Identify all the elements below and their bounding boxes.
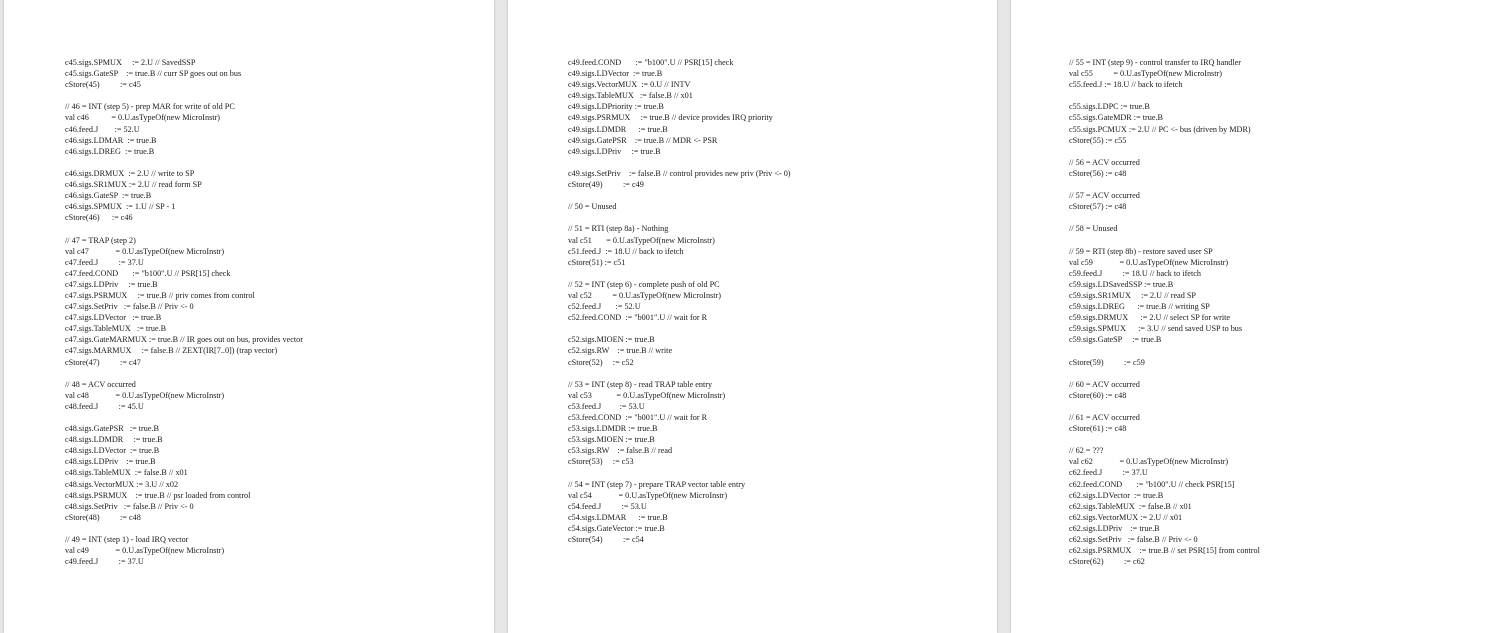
blank-line xyxy=(1069,212,1260,223)
code-line: c55.sigs.PCMUX := 2.U // PC <- bus (driven by MDR) xyxy=(1069,124,1251,134)
code-line: cStore(47) := c47 xyxy=(65,357,141,367)
blank-line xyxy=(1069,368,1260,379)
code-line: c49.sigs.LDPriority := true.B xyxy=(568,102,664,112)
code-line: c62.sigs.PSRMUX := true.B // set PSR[15] from control xyxy=(1069,546,1260,556)
blank-line xyxy=(568,212,791,223)
code-line: c47.feed.COND := "b100".U // PSR[15] check xyxy=(65,268,231,278)
code-line: c48.sigs.VectorMUX := 3.U // x02 xyxy=(65,479,179,489)
code-line: cStore(45) := c45 xyxy=(65,80,141,90)
code-line: cStore(61) := c48 xyxy=(1069,424,1127,434)
code-line: c49.sigs.LDMDR := true.B xyxy=(568,124,668,134)
code-line: val c49 = 0.U.asTypeOf(new MicroInstr) xyxy=(65,546,225,556)
page-text xyxy=(65,57,303,567)
code-line: c55.feed.J := 18.U // back to ifetch xyxy=(1069,80,1183,90)
code-line: // 48 = ACV occurred xyxy=(65,379,136,389)
code-line: cStore(55) := c55 xyxy=(1069,135,1127,145)
code-line: c62.feed.COND := "b100".U // check PSR[15] xyxy=(1069,479,1235,489)
code-line: c59.sigs.GateSP := true.B xyxy=(1069,335,1162,345)
code-line: c49.feed.J := 37.U xyxy=(65,557,144,567)
code-line: c46.sigs.SR1MUX := 2.U // read form SP xyxy=(65,180,202,190)
code-line: c48.sigs.LDPriv := true.B xyxy=(65,457,156,467)
blank-line xyxy=(568,467,791,478)
blank-line xyxy=(65,90,303,101)
blank-line xyxy=(1069,345,1260,356)
code-line: val c46 = 0.U.asTypeOf(new MicroInstr) xyxy=(65,113,221,123)
code-line: c46.sigs.SPMUX := 1.U // SP - 1 xyxy=(65,202,176,212)
code-line: c48.sigs.GatePSR := true.B xyxy=(65,424,159,434)
blank-line xyxy=(65,523,303,534)
code-line: // 57 = ACV occurred xyxy=(1069,191,1140,201)
code-line: cStore(49) := c49 xyxy=(568,180,644,190)
code-line: cStore(54) := c54 xyxy=(568,535,644,545)
blank-line xyxy=(568,368,791,379)
code-line: c53.feed.COND := "b001".U // wait for R xyxy=(568,413,708,422)
code-line: c59.feed.J := 18.U // back to ifetch xyxy=(1069,268,1201,278)
code-line: // 52 = INT (step 6) - complete push of old PC xyxy=(568,279,720,289)
blank-line xyxy=(65,412,303,423)
code-line: cStore(51) := c51 xyxy=(568,257,626,267)
code-line: c48.sigs.SetPriv := false.B // Priv <- 0 xyxy=(65,501,194,511)
code-line: c49.feed.COND := "b100".U // PSR[15] check xyxy=(568,58,734,67)
code-line: // 59 = RTI (step 8b) - restore saved user SP xyxy=(1069,246,1213,256)
code-line: c49.sigs.GatePSR := true.B // MDR <- PSR xyxy=(568,135,718,145)
code-line: c49.sigs.PSRMUX := true.B // device provides IRQ priority xyxy=(568,113,773,123)
code-line: val c51 = 0.U.asTypeOf(new MicroInstr) xyxy=(568,235,715,245)
blank-line xyxy=(65,368,303,379)
code-line: c46.sigs.LDREG := true.B xyxy=(65,146,155,156)
code-line: val c62 = 0.U.asTypeOf(new MicroInstr) xyxy=(1069,457,1229,467)
document-page-1 xyxy=(4,0,494,633)
code-line: c62.sigs.SetPriv := false.B // Priv <- 0 xyxy=(1069,535,1198,545)
blank-line xyxy=(568,157,791,168)
code-line: cStore(62) := c62 xyxy=(1069,557,1145,567)
page-text xyxy=(1069,57,1260,567)
blank-line xyxy=(1069,235,1260,246)
document-page-3 xyxy=(1011,0,1503,633)
code-line: val c54 = 0.U.asTypeOf(new MicroInstr) xyxy=(568,490,728,500)
code-line: c62.sigs.TableMUX := false.B // x01 xyxy=(1069,501,1192,511)
code-line: c48.sigs.TableMUX := false.B // x01 xyxy=(65,468,188,478)
code-line: c45.sigs.GateSP := true.B // curr SP goes out on bus xyxy=(65,69,242,79)
code-line: c53.sigs.RW := false.B // read xyxy=(568,446,673,456)
code-line: c53.sigs.LDMDR := true.B xyxy=(568,424,658,434)
code-line: c59.sigs.SR1MUX := 2.U // read SP xyxy=(1069,290,1196,300)
code-line: // 51 = RTI (step 8a) - Nothing xyxy=(568,224,669,234)
code-line: // 53 = INT (step 8) - read TRAP table entry xyxy=(568,379,713,389)
code-line: c48.sigs.LDMDR := true.B xyxy=(65,435,163,445)
code-line: c53.sigs.MIOEN := true.B xyxy=(568,435,655,445)
blank-line xyxy=(1069,434,1260,445)
code-line: val c59 = 0.U.asTypeOf(new MicroInstr) xyxy=(1069,257,1229,267)
code-line: c55.sigs.GateMDR := true.B xyxy=(1069,113,1163,123)
blank-line xyxy=(1069,146,1260,157)
code-line: // 47 = TRAP (step 2) xyxy=(65,235,136,245)
code-line: c52.sigs.RW := true.B // write xyxy=(568,346,673,356)
code-line: cStore(59) := c59 xyxy=(1069,357,1145,367)
code-line: c53.feed.J := 53.U xyxy=(568,401,645,411)
code-line: c62.sigs.LDPriv := true.B xyxy=(1069,523,1160,533)
code-line: c59.sigs.LDSavedSSP := true.B xyxy=(1069,279,1174,289)
code-line: c47.sigs.LDVector := true.B xyxy=(65,313,162,323)
code-line: c52.feed.J := 52.U xyxy=(568,302,641,312)
code-line: // 62 = ??? xyxy=(1069,446,1104,456)
code-line: c59.sigs.SPMUX := 3.U // send saved USP to bus xyxy=(1069,324,1243,334)
document-page-2 xyxy=(508,0,997,633)
code-line: cStore(46) := c46 xyxy=(65,213,133,223)
code-line: c51.feed.J := 18.U // back to ifetch xyxy=(568,246,684,256)
code-line: c49.sigs.LDVector := true.B xyxy=(568,69,663,79)
code-line: // 46 = INT (step 5) - prep MAR for write of old PC xyxy=(65,102,235,112)
code-line: // 54 = INT (step 7) - prepare TRAP vector table entry xyxy=(568,479,746,489)
code-line: c52.feed.COND := "b001".U // wait for R xyxy=(568,313,708,323)
code-line: c47.sigs.TableMUX := true.B xyxy=(65,324,167,334)
code-line: c49.sigs.TableMUX := false.B // x01 xyxy=(568,91,693,101)
blank-line xyxy=(568,268,791,279)
code-line: c49.sigs.SetPriv := false.B // control provides new priv (Priv <- 0) xyxy=(568,168,791,178)
code-line: val c55 = 0.U.asTypeOf(new MicroInstr) xyxy=(1069,69,1222,79)
code-line: c45.sigs.SPMUX := 2.U // SavedSSP xyxy=(65,58,196,67)
code-line: c47.sigs.PSRMUX := true.B // priv comes from control xyxy=(65,290,255,300)
code-line: cStore(53) := c53 xyxy=(568,457,634,467)
blank-line xyxy=(1069,90,1260,101)
code-line: c48.sigs.PSRMUX := true.B // psr loaded from control xyxy=(65,490,251,500)
code-line: c46.sigs.GateSP := true.B xyxy=(65,191,152,201)
code-line: // 58 = Unused xyxy=(1069,224,1118,234)
code-line: // 55 = INT (step 9) - control transfer to IRQ handler xyxy=(1069,58,1242,67)
code-line: c62.sigs.VectorMUX := 2.U // x01 xyxy=(1069,512,1183,522)
code-line: // 61 = ACV occurred xyxy=(1069,413,1140,422)
code-line: cStore(56) := c48 xyxy=(1069,168,1127,178)
code-line: c47.sigs.GateMARMUX := true.B // IR goes out on bus, provides vector xyxy=(65,335,303,345)
blank-line xyxy=(1069,401,1260,412)
code-line: c52.sigs.MIOEN := true.B xyxy=(568,335,655,345)
code-line: c62.feed.J := 37.U xyxy=(1069,468,1148,478)
blank-line xyxy=(65,157,303,168)
blank-line xyxy=(568,190,791,201)
code-line: c46.sigs.LDMAR := true.B xyxy=(65,135,157,145)
code-line: c47.sigs.LDPriv := true.B xyxy=(65,279,158,289)
code-line: // 50 = Unused xyxy=(568,202,617,212)
code-line: c47.feed.J := 37.U xyxy=(65,257,144,267)
code-line: c48.sigs.LDVector := true.B xyxy=(65,446,160,456)
code-line: val c53 = 0.U.asTypeOf(new MicroInstr) xyxy=(568,390,726,400)
code-line: cStore(60) := c48 xyxy=(1069,390,1127,400)
code-line: val c52 = 0.U.asTypeOf(new MicroInstr) xyxy=(568,290,721,300)
code-line: c54.sigs.GateVector := true.B xyxy=(568,523,665,533)
code-line: c47.sigs.MARMUX := false.B // ZEXT(IR[7..0]) (trap vector) xyxy=(65,346,278,356)
code-line: c62.sigs.LDVector := true.B xyxy=(1069,490,1164,500)
code-line: cStore(48) := c48 xyxy=(65,512,141,522)
code-line: cStore(52) := c52 xyxy=(568,357,634,367)
code-line: c49.sigs.LDPriv := true.B xyxy=(568,146,661,156)
code-line: c47.sigs.SetPriv := false.B // Priv <- 0 xyxy=(65,302,194,312)
code-line: c49.sigs.VectorMUX := 0.U // INTV xyxy=(568,80,691,90)
blank-line xyxy=(568,323,791,334)
code-line: c54.sigs.LDMAR := true.B xyxy=(568,512,668,522)
blank-line xyxy=(65,223,303,234)
code-line: // 49 = INT (step 1) - load IRQ vector xyxy=(65,535,189,545)
code-line: val c48 = 0.U.asTypeOf(new MicroInstr) xyxy=(65,390,225,400)
code-line: // 56 = ACV occurred xyxy=(1069,157,1140,167)
code-line: c59.sigs.DRMUX := 2.U // select SP for write xyxy=(1069,313,1231,323)
code-line: c48.feed.J := 45.U xyxy=(65,401,144,411)
code-line: c55.sigs.LDPC := true.B xyxy=(1069,102,1150,112)
code-line: cStore(57) := c48 xyxy=(1069,202,1127,212)
code-line: c54.feed.J := 53.U xyxy=(568,501,647,511)
code-line: // 60 = ACV occurred xyxy=(1069,379,1140,389)
page-text xyxy=(568,57,791,545)
code-line: c59.sigs.LDREG := true.B // writing SP xyxy=(1069,302,1210,312)
code-line: val c47 = 0.U.asTypeOf(new MicroInstr) xyxy=(65,246,225,256)
code-line: c46.sigs.DRMUX := 2.U // write to SP xyxy=(65,168,195,178)
code-line: c46.feed.J := 52.U xyxy=(65,124,140,134)
blank-line xyxy=(1069,179,1260,190)
